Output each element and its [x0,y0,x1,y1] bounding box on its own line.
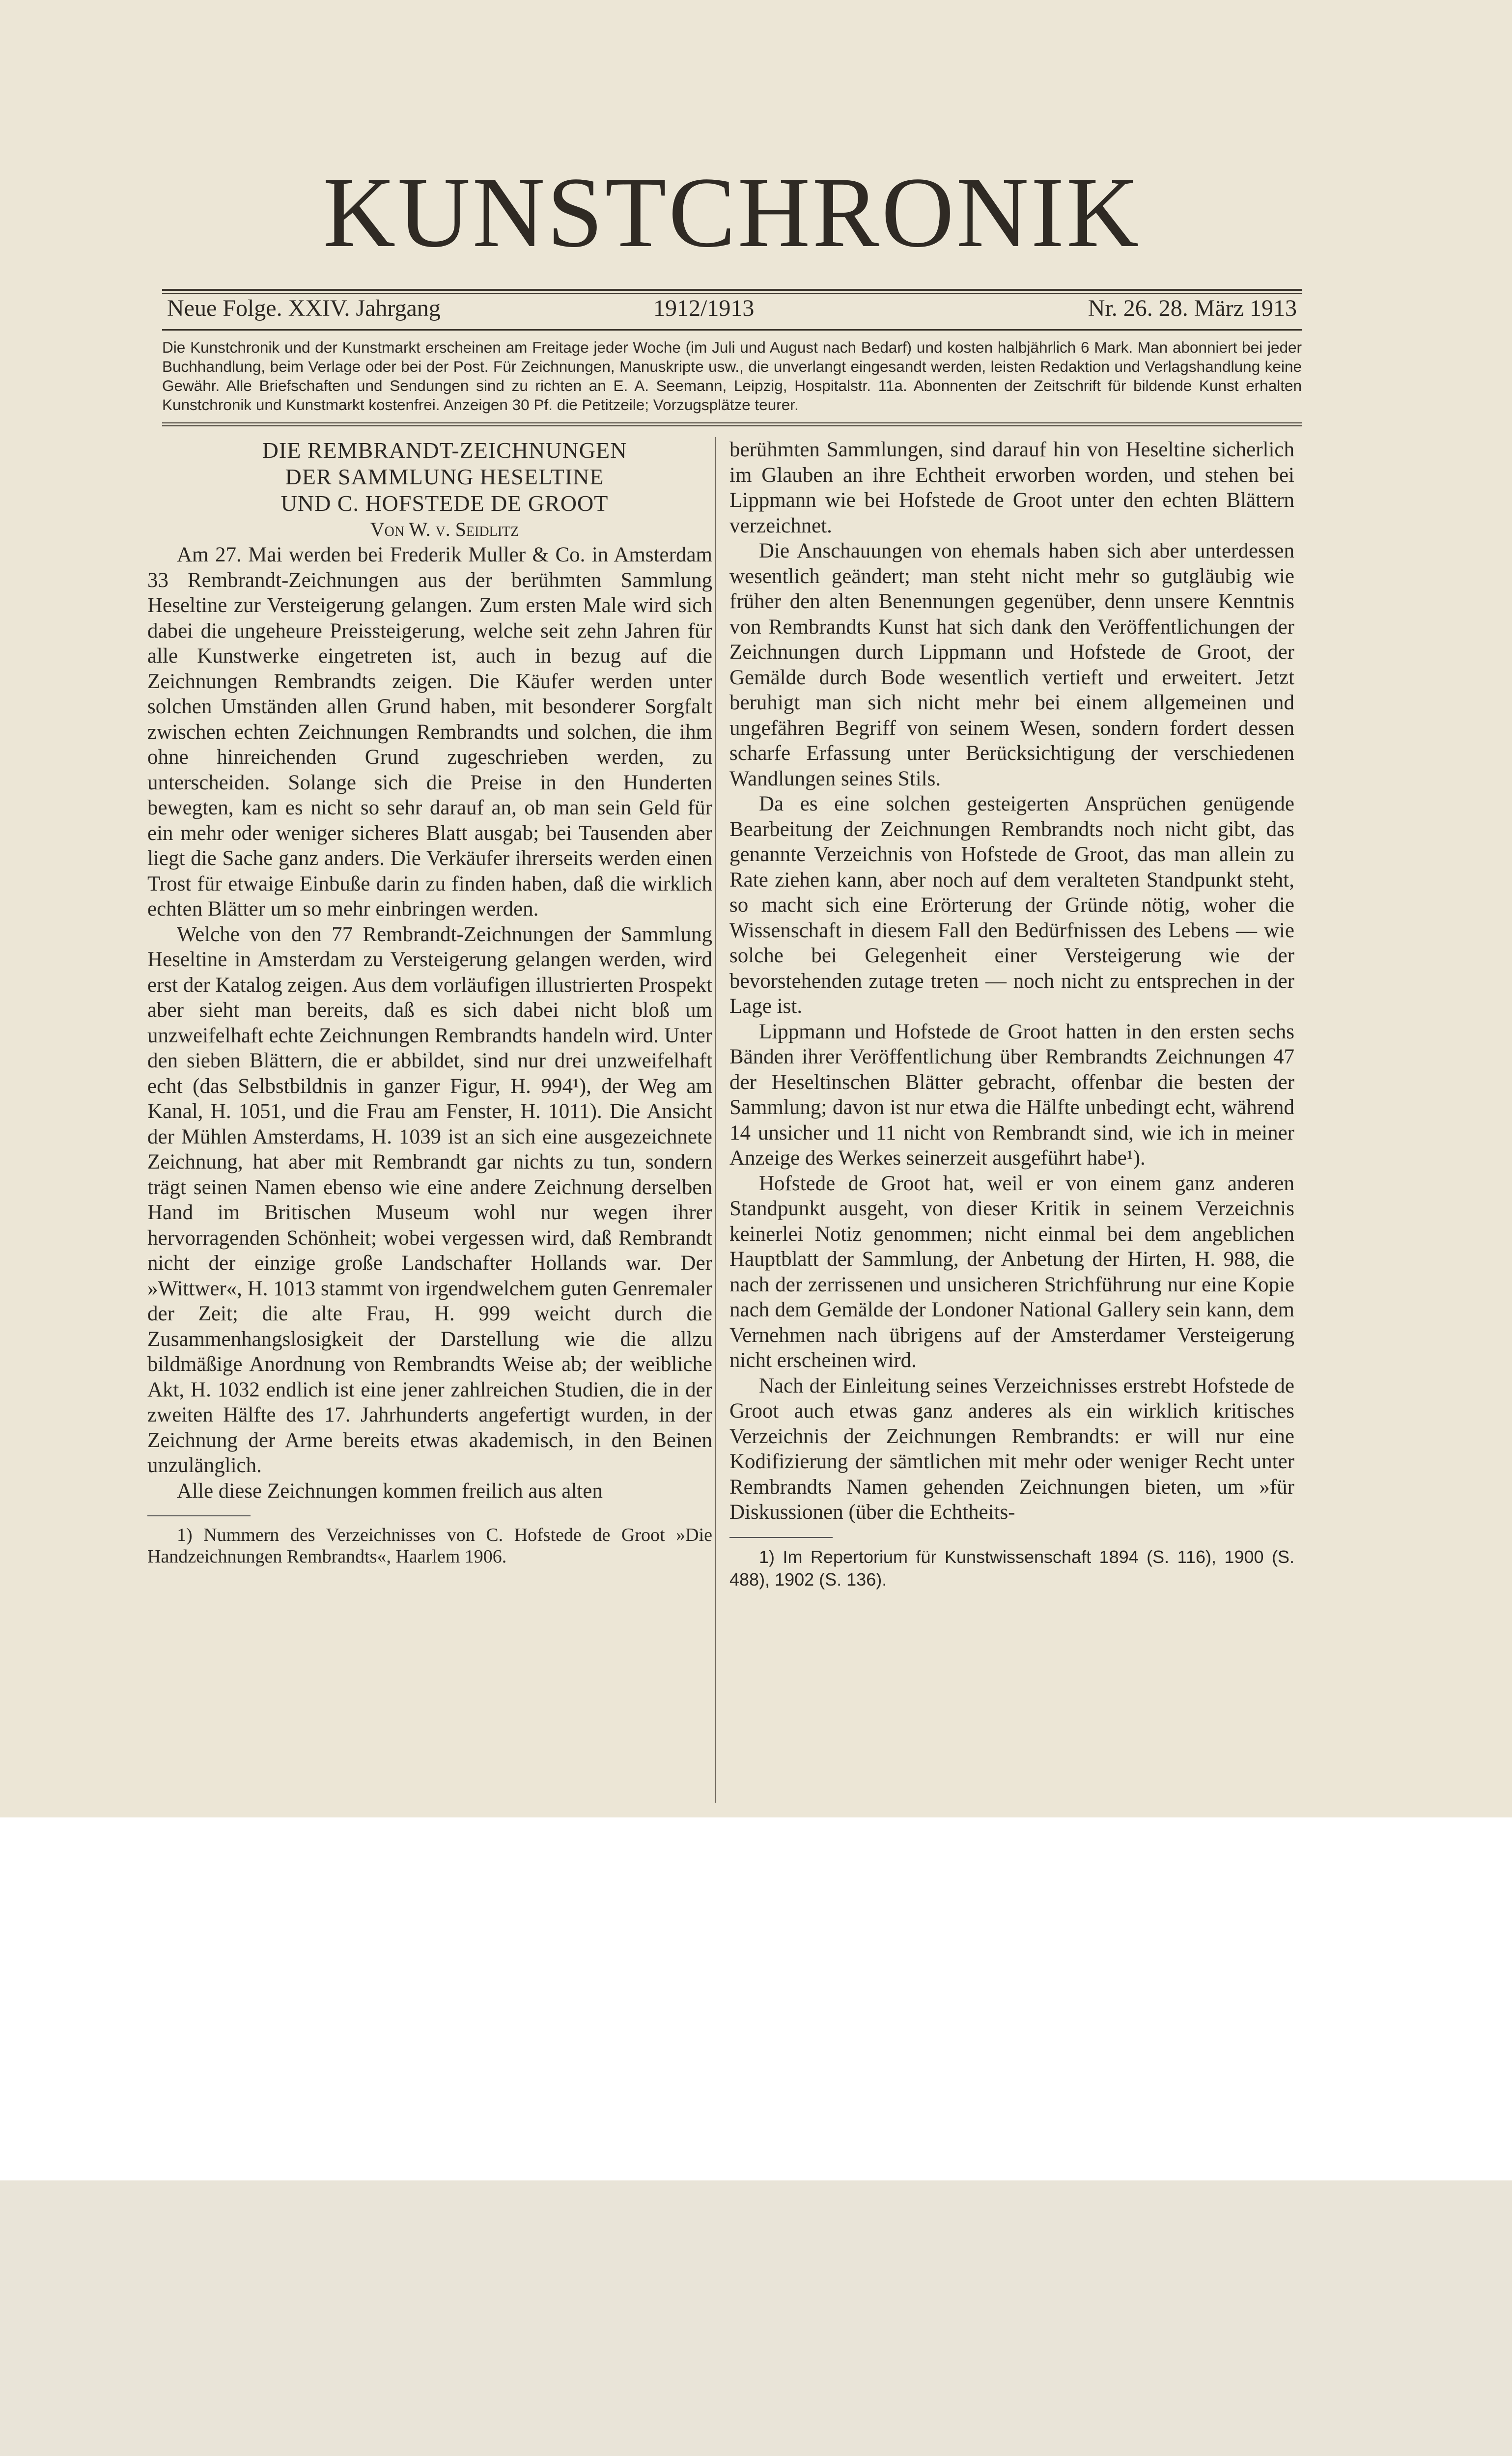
article-title-line-2: DER SAMMLUNG HESELTINE [285,464,604,489]
article-title-line-1: DIE REMBRANDT-ZEICHNUNGEN [262,438,627,463]
left-column [147,437,712,1567]
paragraph: Am 27. Mai werden bei Frederik Muller & Co. in Amsterdam 33 Rembrandt-Zeichnungen aus der berühmten Sammlung Heseltine zur Versteigerung gelangen. Zum ersten Male wird sich dabei die ungeheure Preissteigerung, welche seit zehn Jahren für alle Kunstwerke eingetreten ist, auch in bezug auf die Zeichnungen Rembrandts zeigen. Die Käufer werden unter solchen Umständen allen Grund haben, mit besonderer Sorgfalt zwischen echten Zeichnungen Rembrandts und solchen, die ihm ohne hinreichenden Grund zugeschrieben werden, zu unterscheiden. Solange sich die Preise in den Hunderten bewegten, kam es nicht so sehr darauf an, ob man sein Geld für ein mehr oder weniger sicheres Blatt ausgab; bei Tausenden aber liegt die Sache ganz anders. Die Verkäufer ihrerseits werden einen Trost für etwaige Einbuße darin zu finden haben, daß die wirklich echten Blätter um so mehr einbringen werden. [147,543,712,921]
paragraph: Da es eine solchen gesteigerten Ansprüchen genügende Bearbeitung der Zeichnungen Rembrandts noch nicht gibt, das genannte Verzeichnis von Hofstede de Groot, das man allein zu Rate ziehen kann, aber noch auf dem veralteten Standpunkt steht, so macht sich eine Erörterung der Gründe nötig, woher die Wissenschaft in diesem Fall den Bedürfnissen des Lebens — wie solche bei Gelegenheit einer Versteigerung wie der bevorstehenden zutage treten — noch nicht zu entsprechen in der Lage ist. [729,792,1294,1018]
footnote-rule [729,1537,833,1538]
issue-label: Nr. 26. 28. März 1913 [1088,295,1297,321]
paragraph: Die Anschauungen von ehemals haben sich aber unterdessen wesentlich geändert; man steht nicht mehr so gutgläubig wie früher den alten Benennungen gegenüber, denn unsere Kenntnis von Rembrandts Kunst hat sich dank den Veröffentlichungen der Zeichnungen durch Lippmann und Hofstede de Groot, der Gemälde durch Bode wesentlich vertieft und erweitert. Jetzt beruhigt man sich nicht mehr bei einem allgemeinen und ungefähren Begriff von seinem Wesen, sondern fordert dessen scharfe Erfassung unter Berücksichtigung der verschiedenen Wandlungen seines Stils. [729,539,1294,790]
masthead-rule-thin [162,293,1302,294]
column-divider [715,437,716,1803]
years-label: 1912/1913 [653,295,755,321]
footnote: 1) Im Repertorium für Kunstwissenschaft 1894 (S. 116), 1900 (S. 488), 1902 (S. 136). [729,1546,1294,1590]
paragraph: Welche von den 77 Rembrandt-Zeichnungen der Sammlung Heseltine in Amsterdam zu Versteigerung gelangen werden, wird erst der Katalog zeigen. Aus dem vorläufigen illustrierten Prospekt aber sieht man bereits, daß es sich dabei nicht bloß um unzweifelhaft echte Zeichnungen Rembrandts handeln wird. Unter den sieben Blättern, die er abbildet, sind nur drei unzweifelhaft echt (das Selbstbildnis in ganzer Figur, H. 994¹), der Weg am Kanal, H. 1051, und die Frau am Fenster, H. 1011). Die Ansicht der Mühlen Amsterdams, H. 1039 ist an sich eine ausgezeichnete Zeichnung, hat aber mit Rembrandt gar nichts zu tun, sondern trägt seinen Namen ebenso wie eine andere Zeichnung derselben Hand im Britischen Museum wohl nur wegen ihrer hervorragenden Schönheit; wobei vergessen wird, daß Rembrandt nicht der einzige große Landschafter Hollands war. Der »Wittwer«, H. 1013 stammt von irgendwelchem guten Genremaler der Zeit; die alte Frau, H. 999 weicht durch die Zusammenhangslosigkeit der Darstellung wie die allzu bildmäßige Anordnung von Rembrandts Weise ab; der weibliche Akt, H. 1032 endlich ist eine jener zahlreichen Studien, die in der zweiten Hälfte des 17. Jahrhunderts angefertigt wurden, in der Zeichnung der Arme bereits etwas akademisch, in den Beinen unzulänglich. [147,922,712,1477]
digitization-footer [0,1817,1512,2180]
footnote-rule [147,1515,251,1516]
notice-rule [162,422,1302,423]
article-title-line-3: UND C. HOFSTEDE DE GROOT [280,491,609,516]
series-label: Neue Folge. XXIV. Jahrgang [167,295,441,321]
volume-rule [162,329,1302,331]
right-column [729,437,1294,1591]
paragraph: berühmten Sammlungen, sind darauf hin von Heseltine sicherlich im Glauben an ihre Echtheit erworben worden, und stehen bei Lippmann wie bei Hofstede de Groot unter den echten Blättern verzeichnet. [729,438,1294,537]
footnote: 1) Nummern des Verzeichnisses von C. Hofstede de Groot »Die Handzeichnungen Rembrandts«, Haarlem 1906. [147,1525,712,1567]
notice-rule-2 [162,425,1302,426]
paragraph: Lippmann und Hofstede de Groot hatten in den ersten sechs Bänden ihrer Veröffentlichung über Rembrandts Zeichnungen 47 der Heseltinschen Blätter gebracht, offenbar die besten der Sammlung; davon ist nur etwa die Hälfte unbedingt echt, während 14 unsicher und 11 nicht von Rembrandt sind, wie ich in meiner Anzeige des Werkes seinerzeit ausgeführt habe¹). [729,1020,1294,1170]
paragraph: Hofstede de Groot hat, weil er von einem ganz anderen Standpunkt ausgeht, von dieser Kritik in seinem Verzeichnis keinerlei Notiz genommen; nicht einmal bei dem angeblichen Hauptblatt der Sammlung, der Anbetung der Hirten, H. 988, die nach der zerrissenen und unsicheren Strichführung nur eine Kopie nach dem Gemälde der Londoner National Gallery sein kann, dem Vernehmen nach übrigens auf der Amsterdamer Versteigerung nicht erscheinen wird. [729,1172,1294,1372]
article-byline: Von W. v. Seidlitz [370,518,519,540]
subscription-notice: Die Kunstchronik und der Kunstmarkt erscheinen am Freitage jeder Woche (im Juli und August nach Bedarf) und kosten halbjährlich 6 Mark. Man abonniert bei jeder Buchhandlung, beim Verlage oder bei der Post. Für Zeichnungen, Manuskripte usw., die unverlangt eingesandt werden, leisten Redaktion und Verlagshandlung keine Gewähr. Alle Briefschaften und Sendungen sind zu richten an E. A. Seemann, Leipzig, Hospitalstr. 11a. Abonnenten der Zeitschrift für bildende Kunst erhalten Kunstchronik und Kunstmarkt kostenfrei. Anzeigen 30 Pf. die Petitzeile; Vorzugsplätze teurer. [162,338,1302,414]
masthead-rule [162,289,1302,291]
paragraph: Alle diese Zeichnungen kommen freilich aus alten [177,1479,603,1503]
paragraph: Nach der Einleitung seines Verzeichnisses erstrebt Hofstede de Groot auch etwas ganz anderes als ein wirklich kritisches Verzeichnis der Zeichnungen Rembrandts: er will nur eine Kodifizierung der sämtlichen mit mehr oder weniger Recht unter Rembrandts Namen gehenden Zeichnungen bieten, um »für Diskussionen (über die Echtheits- [729,1374,1294,1524]
volume-line [167,295,1297,334]
masthead-title: KUNSTCHRONIK [323,157,1141,268]
